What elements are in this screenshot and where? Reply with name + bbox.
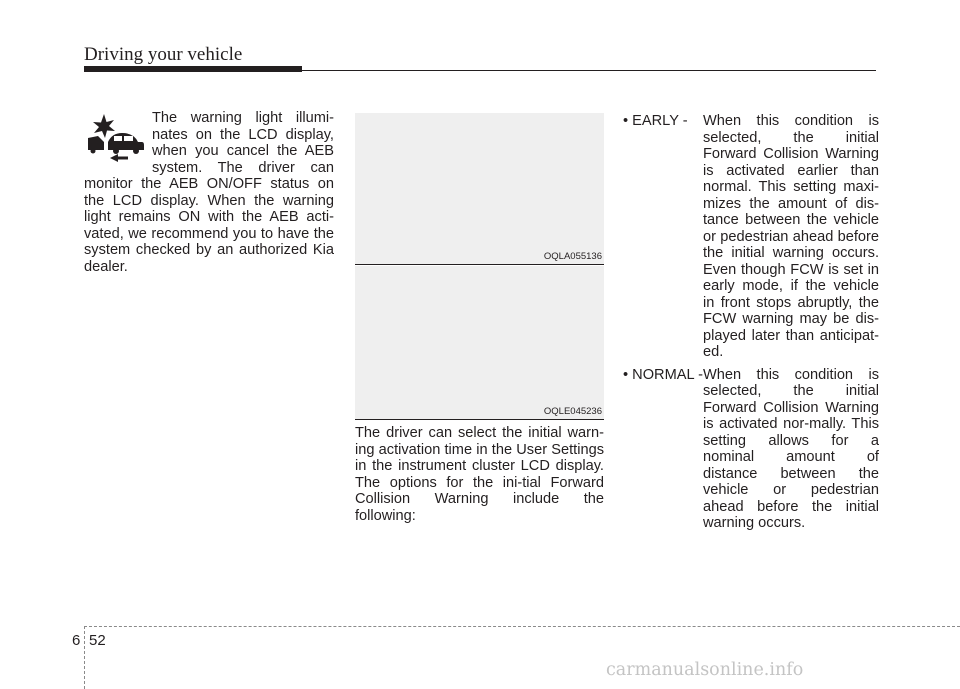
- header-rule: [302, 70, 876, 71]
- option-early: [623, 113, 879, 361]
- option-normal: [623, 367, 879, 532]
- aeb-off-warning-icon: [84, 112, 146, 164]
- figure-code: OQLA055136: [543, 251, 602, 262]
- footer-vertical-divider: [84, 626, 85, 689]
- watermark: carmanualsonline.info: [606, 660, 804, 680]
- aeb-warning-section: [84, 110, 334, 275]
- figure-1: [355, 113, 604, 265]
- chapter-number: 6: [72, 632, 81, 649]
- aeb-warning-text: The warning light illumi-nates on the LCD display, when you cancel the AEB system. The driver can monitor the AEB ON/OFF status on the LCD display. When the warning light remains ON with the AEB acti-vated, we recommend you to have the system checked by an authorized Kia dealer.: [84, 110, 334, 275]
- figure-2: [355, 266, 604, 420]
- header-bar: [84, 66, 302, 72]
- warning-timing-intro: The driver can select the initial warn-ing activation time in the User Settings in the instrument cluster LCD display. The options for the ini-tial Forward Collision Warning include the following:: [355, 425, 604, 524]
- option-label: • NORMAL -: [623, 366, 703, 383]
- option-description: When this condition is selected, the initial Forward Collision Warning is activated nor-mally. This setting allows for a nominal amount of distance between the vehicle or pedestrian ahead before the initial warning occurs.: [703, 366, 879, 531]
- page-header-title: Driving your vehicle: [84, 44, 243, 65]
- option-label: • EARLY -: [623, 113, 688, 129]
- figure-rule: [355, 264, 604, 265]
- figure-rule: [355, 419, 604, 420]
- footer-divider: [84, 626, 960, 627]
- figure-code: OQLE045236: [543, 406, 602, 417]
- option-description: When this condition is selected, the initial Forward Collision Warning is activated earlier than normal. This setting maxi-mizes the amount of dis-tance between the vehicle or pedestrian ahead before the initial warning occurs. Even though FCW is set in early mode, if the vehicle in front stops abruptly, the FCW warning may be dis-played later than anticipat-ed.: [703, 113, 879, 360]
- fcw-options-list: [623, 113, 879, 538]
- page-number: 52: [89, 632, 106, 649]
